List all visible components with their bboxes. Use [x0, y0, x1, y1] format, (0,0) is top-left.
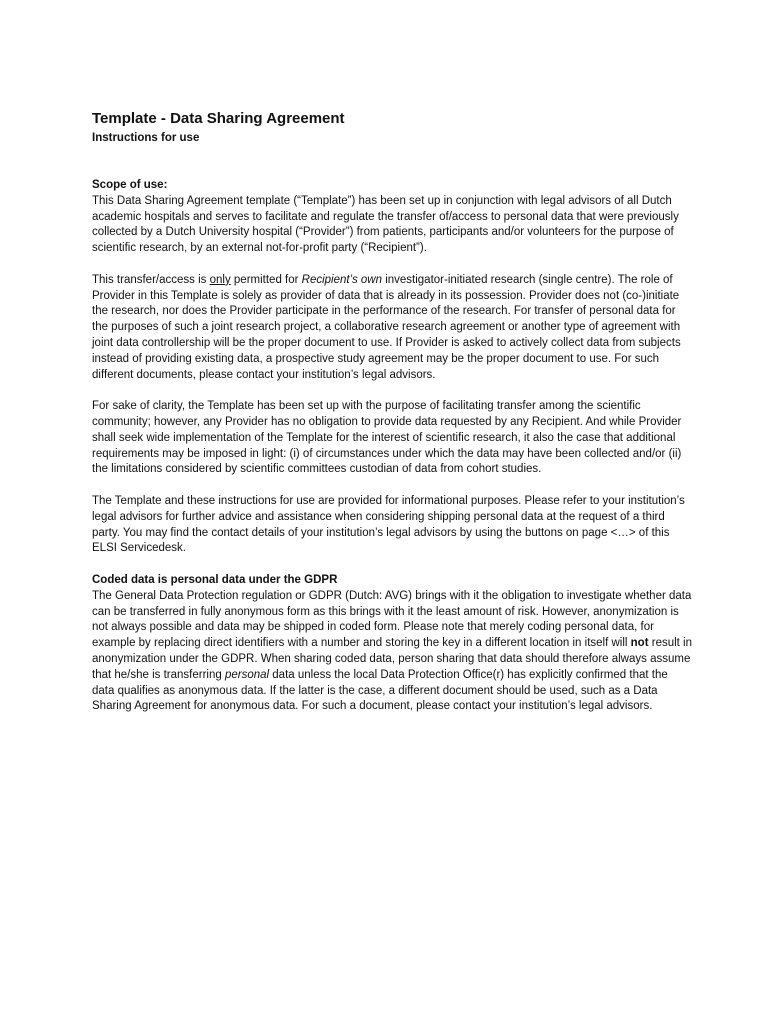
scope-heading: Scope of use: — [92, 179, 168, 191]
spacer — [92, 557, 692, 573]
text-run: data unless the local Data Protection Office(r) has explicitly confirmed that the data qualifies as anonymous data. If the latter is the case, a different document should be used, such as a Data Sharing Agreement for anonymous data. For such a document, please contact your institution’s legal advisors. — [92, 668, 668, 713]
text-run: result in anonymization under the GDPR. When sharing coded data, person sharing that data should therefore always assume that he/she is transferring — [92, 637, 693, 681]
emphasis-personal: personal — [224, 668, 270, 681]
scope-paragraph-4: The Template and these instructions for use are provided for informational purposes. Please refer to your institution’s legal advisors for further advice and assistance when considering shipping personal data at the request of a third party. You may find the contact details of your institution’s legal advisors by using the buttons on page <…> of this ELSI Servicedesk. — [92, 494, 685, 555]
spacer — [92, 383, 692, 399]
gdpr-heading: Coded data is personal data under the GDPR — [92, 573, 338, 586]
spacer — [92, 257, 692, 273]
text-run: permitted for — [230, 273, 302, 286]
scope-paragraph-3: For sake of clarity, the Template has been set up with the purpose of facilitating transfer among the scientific community; however, any Provider has no obligation to provide data requested by any Recipient. And while Provider shall seek wide implementation of the Template for the interest of scientific research, it also the case that additional requirements may be imposed in light: (i) of circumstances under which the data may have been collected and/or (ii) the limitations considered by scientific committees custodian of data from cohort studies. — [92, 400, 682, 476]
spacer — [92, 478, 692, 494]
emphasis-not: not — [630, 637, 649, 650]
text-run: The General Data Protection regulation or GDPR (Dutch: AVG) brings with it the obligation to investigate whether data can be transferred in fully anonymous form as this brings with it the least amount of risk. However, anonymization is not always possible and data may be shipped in coded form. Please note that merely coding personal data, for example by replacing direct identifiers with a number and storing the key in a different location in itself will — [92, 589, 692, 650]
emphasis-recipient-own: Recipient’s own — [301, 273, 382, 286]
spacer — [92, 146, 692, 178]
document-subtitle: Instructions for use — [92, 132, 200, 144]
scope-paragraph-1: This Data Sharing Agreement template (“Template”) has been set up in conjunction with legal advisors of all Dutch academic hospitals and serves to facilitate and regulate the transfer of/access to personal data that were previously collected by a Dutch University hospital (“Provider”) from patients, participants and/or volunteers for the purpose of scientific research, by an external not-for-profit party (“Recipient”). — [92, 194, 679, 255]
emphasis-only: only — [209, 273, 231, 286]
document-title: Template - Data Sharing Agreement — [92, 110, 345, 127]
text-run: This transfer/access is — [92, 273, 210, 286]
gdpr-paragraph — [92, 589, 692, 715]
scope-paragraph-2 — [92, 273, 692, 384]
text-run: investigator-initiated research (single centre). The role of Provider in this Template is solely as provider of data that is already in its possession. Provider does not (co-)initiate the research, nor does the Provider participate in the performance of the research. For transfer of personal data for the purposes of such a joint research project, a collaborative research agreement or another type of agreement with joint data controllership will be the proper document to use. If Provider is asked to actively collect data from subjects instead of providing existing data, a prospective study agreement may be the proper document to use. For such different documents, please contact your institution’s legal advisors. — [92, 273, 681, 381]
document-page — [92, 108, 692, 715]
